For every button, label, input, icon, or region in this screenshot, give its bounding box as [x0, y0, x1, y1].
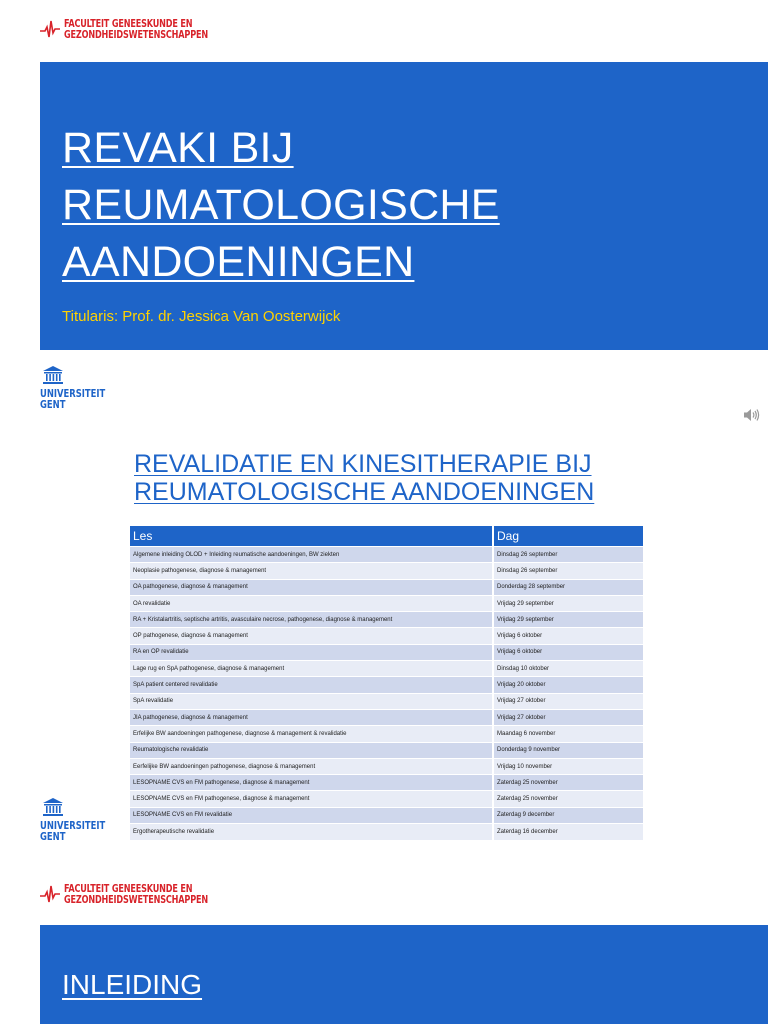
column-header-les: Les	[130, 526, 493, 547]
table-row	[130, 791, 643, 807]
table-row	[130, 742, 643, 758]
les-cell: LESOPNAME CVS en FM revalidatie	[130, 807, 493, 823]
les-cell: JIA pathogenese, diagnose & management	[130, 709, 493, 725]
les-cell: RA en OP revalidatie	[130, 644, 493, 660]
ugent-logo-line1: UNIVERSITEIT	[40, 819, 106, 832]
dag-cell: Donderdag 9 november	[493, 742, 643, 758]
slide-title-line: REVAKI BIJ	[62, 124, 294, 172]
schedule-title-line: REUMATOLOGISCHE AANDOENINGEN	[134, 478, 595, 506]
slide-title-line: REUMATOLOGISCHE	[62, 181, 500, 229]
ugent-logo-line2: GENT	[40, 830, 66, 843]
dag-cell: Vrijdag 27 oktober	[493, 709, 643, 725]
dag-cell: Zaterdag 25 november	[493, 775, 643, 791]
dag-cell: Vrijdag 29 september	[493, 595, 643, 611]
dag-cell: Dinsdag 26 september	[493, 563, 643, 579]
inleiding-slide	[40, 925, 768, 1024]
les-cell: Ergotherapeutische revalidatie	[130, 824, 493, 840]
table-row	[130, 644, 643, 660]
dag-cell: Maandag 6 november	[493, 726, 643, 742]
faculty-logo-line2: GEZONDHEIDSWETENSCHAPPEN	[64, 893, 208, 906]
table-row	[130, 595, 643, 611]
dag-cell: Vrijdag 20 oktober	[493, 677, 643, 693]
table-row	[130, 547, 643, 563]
table-row	[130, 758, 643, 774]
title-slide	[40, 62, 768, 350]
table-row	[130, 693, 643, 709]
schedule-title-line: REVALIDATIE EN KINESITHERAPIE BIJ	[134, 450, 592, 478]
faculty-logo	[40, 882, 240, 906]
faculty-logo-line2: GEZONDHEIDSWETENSCHAPPEN	[64, 28, 208, 41]
table-row	[130, 775, 643, 791]
dag-cell: Vrijdag 6 oktober	[493, 644, 643, 660]
les-cell: LESOPNAME CVS en FM pathogenese, diagnose & management	[130, 791, 493, 807]
slide-title	[62, 120, 500, 291]
table-row	[130, 612, 643, 628]
les-cell: OA pathogenese, diagnose & management	[130, 579, 493, 595]
ugent-logo-line2: GENT	[40, 398, 66, 411]
les-cell: RA + Kristalartritis, septische artritis, avasculaire necrose, pathogenese, diagnose & management	[130, 612, 493, 628]
table-row	[130, 677, 643, 693]
schedule-slide-title	[134, 450, 594, 506]
dag-cell: Dinsdag 26 september	[493, 547, 643, 563]
table-header-row	[130, 526, 643, 547]
dag-cell: Vrijdag 27 oktober	[493, 693, 643, 709]
dag-cell: Zaterdag 9 december	[493, 807, 643, 823]
les-cell: OP pathogenese, diagnose & management	[130, 628, 493, 644]
table-row	[130, 709, 643, 725]
les-cell: LESOPNAME CVS en FM pathogenese, diagnose & management	[130, 775, 493, 791]
schedule-table	[130, 526, 643, 840]
les-cell: SpA revalidatie	[130, 693, 493, 709]
university-building-icon	[42, 365, 64, 385]
table-row	[130, 726, 643, 742]
dag-cell: Vrijdag 6 oktober	[493, 628, 643, 644]
les-cell: Reumatologische revalidatie	[130, 742, 493, 758]
table-row	[130, 579, 643, 595]
les-cell: Neoplasie pathogenese, diagnose & management	[130, 563, 493, 579]
speaker-icon[interactable]	[744, 408, 760, 427]
ugent-logo	[40, 365, 110, 410]
dag-cell: Vrijdag 29 september	[493, 612, 643, 628]
dag-cell: Dinsdag 10 oktober	[493, 661, 643, 677]
table-row	[130, 563, 643, 579]
les-cell: Lage rug en SpA pathogenese, diagnose & management	[130, 661, 493, 677]
inleiding-title: INLEIDING	[62, 969, 203, 1000]
faculty-logo-line1: FACULTEIT GENEESKUNDE EN	[64, 882, 193, 895]
heartbeat-icon	[40, 17, 60, 41]
heartbeat-icon	[40, 882, 60, 906]
ugent-logo-line1: UNIVERSITEIT	[40, 387, 106, 400]
les-cell: OA revalidatie	[130, 595, 493, 611]
table-row	[130, 824, 643, 840]
dag-cell: Vrijdag 10 november	[493, 758, 643, 774]
faculty-logo-line1: FACULTEIT GENEESKUNDE EN	[64, 17, 193, 30]
table-row	[130, 807, 643, 823]
titularis-text: Titularis: Prof. dr. Jessica Van Oosterwijck	[62, 308, 341, 325]
schedule-table-body	[130, 547, 643, 840]
dag-cell: Zaterdag 25 november	[493, 791, 643, 807]
dag-cell: Zaterdag 16 december	[493, 824, 643, 840]
dag-cell: Donderdag 28 september	[493, 579, 643, 595]
table-row	[130, 661, 643, 677]
les-cell: Eerfelijke BW aandoeningen pathogenese, diagnose & management	[130, 758, 493, 774]
les-cell: SpA patient centered revalidatie	[130, 677, 493, 693]
university-building-icon	[42, 797, 64, 817]
faculty-logo	[40, 17, 240, 41]
slide-title-line: AANDOENINGEN	[62, 238, 415, 286]
table-row	[130, 628, 643, 644]
column-header-dag: Dag	[493, 526, 643, 547]
les-cell: Erfelijke BW aandoeningen pathogenese, diagnose & management & revalidatie	[130, 726, 493, 742]
ugent-logo	[40, 797, 110, 842]
les-cell: Algemene inleiding OLOD + Inleiding reumatische aandoeningen, BW ziekten	[130, 547, 493, 563]
